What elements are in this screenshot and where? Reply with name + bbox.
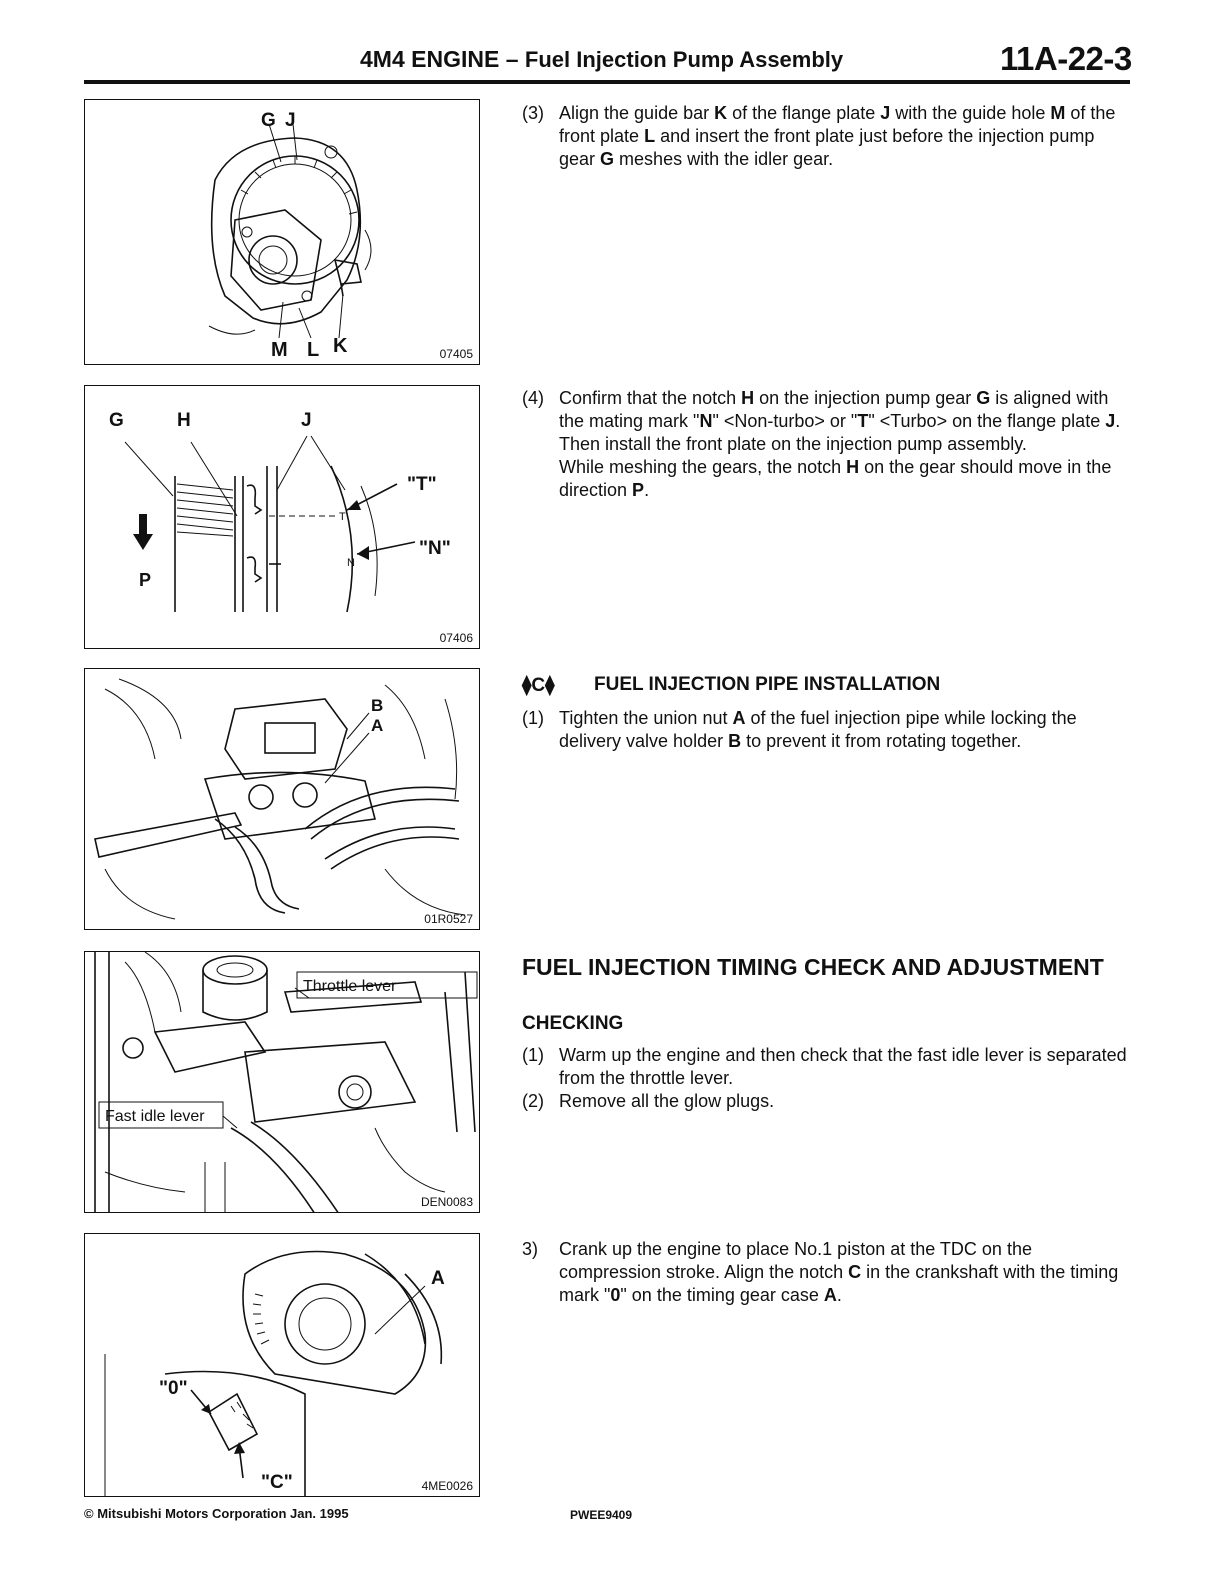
label-a: A <box>431 1268 445 1289</box>
figure-code: 07406 <box>439 631 473 645</box>
section-title: Fuel Injection Pump Assembly <box>524 47 844 72</box>
mark-t: T <box>339 511 346 523</box>
step-k1-warm-up <box>522 1044 1132 1090</box>
footer-code: PWEE9409 <box>570 1508 633 1522</box>
step-number: (3) <box>522 103 544 123</box>
step-c1-tighten-union-nut <box>522 707 1132 753</box>
figure-DEN0083-drawing <box>85 952 480 1213</box>
section-c-title: FUEL INJECTION PIPE INSTALLATION <box>594 674 941 695</box>
step-3-align-guide-bar <box>522 102 1132 171</box>
page-header-title <box>360 46 843 73</box>
label-c: "C" <box>261 1472 293 1493</box>
label-t: "T" <box>407 474 437 495</box>
label-g: G <box>261 110 276 131</box>
figure-07405 <box>84 99 480 365</box>
step-text: Crank up the engine to place No.1 piston at the TDC on the compression stroke. Align the notch C in the crankshaft with the timing mark "0" on the timing gear case A. <box>559 1239 1119 1305</box>
figure-07405-drawing <box>85 100 480 365</box>
label-throttle-lever: Throttle lever <box>303 978 397 995</box>
step-number: (1) <box>522 1045 544 1065</box>
footer-copyright: © Mitsubishi Motors Corporation Jan. 1995 <box>84 1506 349 1521</box>
label-n: "N" <box>419 538 451 559</box>
label-p: P <box>139 570 152 590</box>
label-b: B <box>371 696 384 715</box>
figure-07406 <box>84 385 480 649</box>
label-j: J <box>301 410 312 431</box>
label-l: L <box>307 339 320 361</box>
step-text: Remove all the glow plugs. <box>559 1091 775 1111</box>
figure-code: 4ME0026 <box>421 1479 473 1493</box>
label-h: H <box>177 410 191 431</box>
figure-4ME0026-drawing <box>85 1234 480 1497</box>
page-number: 11A-22-3 <box>1000 40 1132 77</box>
label-m: M <box>271 339 288 361</box>
step-text: Align the guide bar K of the flange plate J with the guide hole M of the front plate L and insert the front plate just before the injection pump gear G meshes with the idler gear. <box>559 103 1116 169</box>
step-text: Warm up the engine and then check that the fast idle lever is separated from the throttle lever. <box>559 1045 1127 1088</box>
label-k: K <box>333 335 348 357</box>
header-rule <box>84 80 1130 84</box>
step-k2-remove-glow-plugs <box>522 1090 1132 1113</box>
step-text: Tighten the union nut A of the fuel injection pipe while locking the delivery valve holder B to prevent it from rotating together. <box>559 708 1077 751</box>
figure-07406-drawing <box>85 386 480 649</box>
engine-title: 4M4 ENGINE – <box>360 46 519 72</box>
step-note: While meshing the gears, the notch H on the gear should move in the direction P. <box>559 457 1112 500</box>
mark-n: N <box>347 557 355 569</box>
step-text: Confirm that the notch H on the injection pump gear G is aligned with the mating mark "N" <Non-turbo> or "T" <Turbo> on the flange plate J. Then install the front plate on the injection pump assembly. <box>559 388 1121 454</box>
label-a: A <box>371 716 384 735</box>
timing-section-title: FUEL INJECTION TIMING CHECK AND ADJUSTMENT <box>522 954 1104 980</box>
label-j: J <box>285 110 296 131</box>
figure-code: 01R0527 <box>424 912 473 926</box>
step-number: (1) <box>522 708 544 728</box>
checking-subtitle: CHECKING <box>522 1013 624 1034</box>
figure-code: 07405 <box>439 347 473 361</box>
figure-code: DEN0083 <box>420 1195 473 1209</box>
figure-01R0527 <box>84 668 480 930</box>
step-number: (2) <box>522 1091 544 1111</box>
step-number: 3) <box>522 1239 539 1259</box>
figure-4ME0026 <box>84 1233 480 1497</box>
step-k3-crank-engine <box>522 1238 1132 1307</box>
label-zero: "0" <box>159 1378 188 1399</box>
figure-DEN0083 <box>84 951 480 1213</box>
label-g: G <box>109 410 124 431</box>
step-4-confirm-notch <box>522 387 1132 502</box>
figure-01R0527-drawing <box>85 669 480 930</box>
section-c-icon: ⧫C⧫ <box>522 675 555 696</box>
step-number: (4) <box>522 388 544 408</box>
label-fast-idle-lever: Fast idle lever <box>105 1108 205 1125</box>
